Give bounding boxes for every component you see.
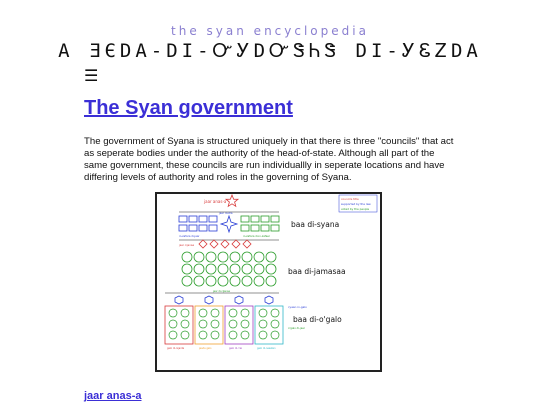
cyaan-sub-label: o'galo di-jaar xyxy=(288,327,305,330)
government-diagram xyxy=(155,192,382,372)
red-diamond-row xyxy=(199,240,251,248)
bottom-label-1: galo di-nijanta xyxy=(167,347,185,350)
head-label: jaar anas-a xyxy=(204,199,227,204)
site-tagline: the syan encyclopedia xyxy=(171,24,369,38)
site-title[interactable]: A ƎЄDA-DI-ᏅᎩDᏅᏕᏂᏕ DI-ᎩᏋᏃDA xyxy=(58,40,482,62)
middle-line-label: jaar di-cijanaa xyxy=(213,290,230,293)
rostra-star-icon xyxy=(221,216,237,232)
council-3-seats xyxy=(169,309,279,339)
council-3-name: baa di-o'galo xyxy=(293,315,342,324)
jaar-cijanaa-label: jaar cijanaa xyxy=(179,244,195,247)
government-diagram-svg xyxy=(157,194,380,370)
council-1-name: baa di-syana xyxy=(291,220,340,229)
cyaan-label: cyaan in-galo xyxy=(288,305,307,309)
legend-item-2: supported by the law xyxy=(341,202,371,206)
council-2-name: baa di-jamasaa xyxy=(288,267,346,276)
bottom-label-4: galo di-naastan xyxy=(257,347,276,350)
green-seat-group xyxy=(241,216,279,231)
blue-seat-group xyxy=(179,216,217,231)
legend-item-3: voted by the people xyxy=(341,207,370,211)
green-circle-grid xyxy=(182,252,276,286)
jaar-rostra-label: jaar rostra xyxy=(219,212,233,215)
hamburger-icon[interactable]: ☰ xyxy=(84,66,99,85)
head-star-icon xyxy=(226,195,238,206)
right-group-label: in-zafara di-in-zafaer xyxy=(243,235,270,238)
legend-item-1: councils title xyxy=(341,197,359,201)
left-group-label: in-zafara di-jaar xyxy=(179,235,200,238)
bottom-hexagon-row xyxy=(175,296,273,304)
bottom-label-2: jaada galo xyxy=(199,347,212,350)
bottom-label-3: galo di-'cai xyxy=(229,347,243,350)
page-title[interactable]: The Syan government xyxy=(84,97,293,119)
intro-paragraph: The government of Syana is structured uniquely in that there is three "councils" that act as seperate bodies under the authority of the head-of-state. Although all part of the same government, these councils are run individuallly in seperate locations and have differing levels of authority and roles in the governing of Syana. xyxy=(84,136,454,184)
section-link-jaar-anas-a[interactable]: jaar anas-a xyxy=(84,390,142,402)
